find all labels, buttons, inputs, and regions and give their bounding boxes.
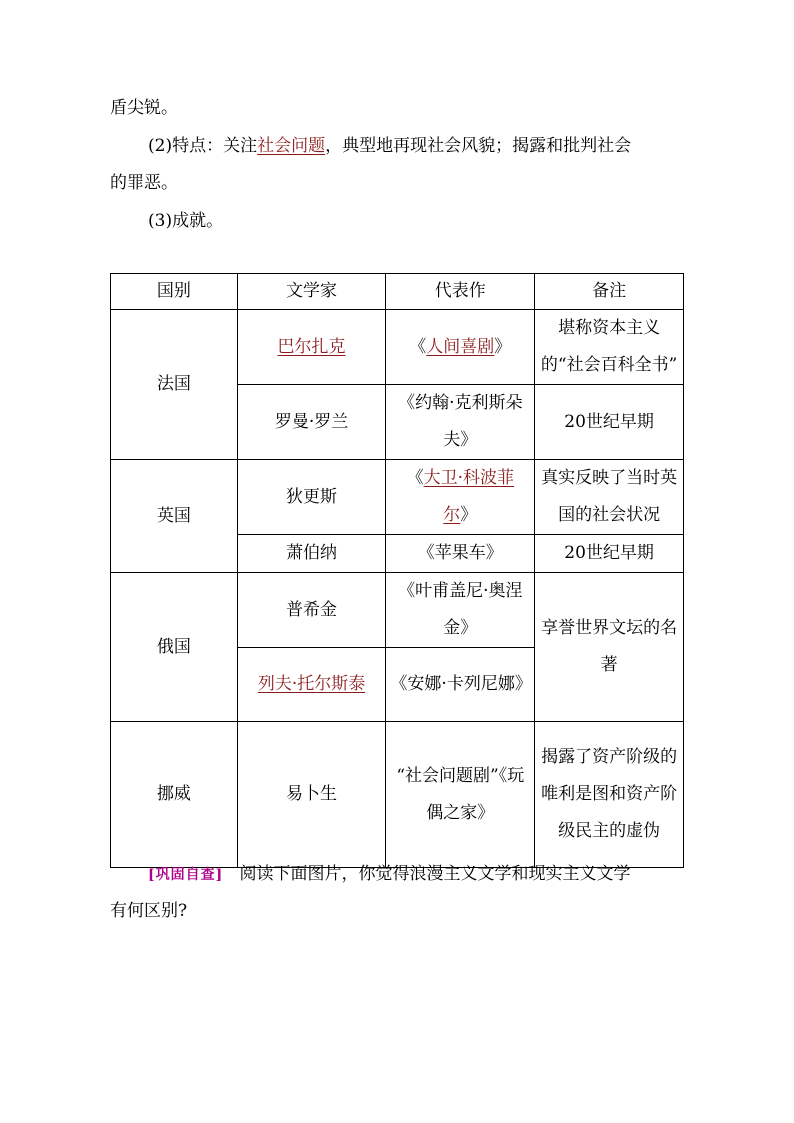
work-david-copperfield: 大卫·科波菲尔 [423, 468, 514, 525]
work-cell [386, 310, 535, 385]
work-human-comedy: 人间喜剧 [426, 336, 495, 357]
note-cell: 堪称资本主义的“社会百科全书” [535, 310, 684, 385]
header-work: 代表作 [386, 274, 535, 310]
table-header-row [111, 274, 684, 310]
note-cell: 20世纪早期 [535, 385, 684, 460]
writer-cell [237, 310, 386, 385]
table-row [111, 722, 684, 868]
table-row [111, 573, 684, 648]
review-question: 阅读下面图片，你觉得浪漫主义文学和现实主义文学 [239, 864, 631, 884]
header-note: 备注 [535, 274, 684, 310]
work-cell: “社会问题剧”《玩偶之家》 [386, 722, 535, 868]
table-row [111, 310, 684, 385]
writer-cell [237, 648, 386, 722]
work-cell: 《约翰·克利斯朵夫》 [386, 385, 535, 460]
paragraph-features [148, 135, 631, 157]
writer-cell: 狄更斯 [237, 460, 386, 535]
literature-table [110, 273, 684, 868]
header-country: 国别 [111, 274, 238, 310]
note-cell: 真实反映了当时英国的社会状况 [535, 460, 684, 535]
writer-cell: 萧伯纳 [237, 535, 386, 573]
bracket-close: 》 [460, 505, 478, 525]
bracket-close: 》 [494, 336, 512, 357]
review-paragraph [148, 863, 630, 886]
text-line-1: 盾尖锐。 [110, 98, 178, 118]
work-cell: 《苹果车》 [386, 535, 535, 573]
country-cell: 俄国 [111, 573, 238, 722]
writer-cell: 罗曼·罗兰 [237, 385, 386, 460]
bracket-open: 《 [409, 336, 427, 357]
header-writer: 文学家 [237, 274, 386, 310]
writer-cell: 易卜生 [237, 722, 386, 868]
table-row [111, 460, 684, 535]
country-cell: 挪威 [111, 722, 238, 868]
work-cell: 《安娜·卡列尼娜》 [386, 648, 535, 722]
writer-tolstoy: 列夫·托尔斯泰 [257, 674, 366, 694]
bracket-open: 《 [406, 468, 424, 488]
features-suffix: ，典型地再现社会风貌；揭露和批判社会 [325, 136, 632, 156]
link-social-issues: 社会问题 [257, 136, 326, 156]
note-cell: 20世纪早期 [535, 535, 684, 573]
paragraph-features-cont: 的罪恶。 [110, 173, 178, 193]
work-cell: 《叶甫盖尼·奥涅金》 [386, 573, 535, 648]
country-cell: 英国 [111, 460, 238, 573]
country-cell: 法国 [111, 310, 238, 460]
work-cell [386, 460, 535, 535]
note-cell: 揭露了资产阶级的唯利是图和资产阶级民主的虚伪 [535, 722, 684, 868]
writer-cell: 普希金 [237, 573, 386, 648]
writer-balzac: 巴尔扎克 [277, 336, 346, 357]
review-question-cont: 有何区别? [110, 901, 188, 921]
review-tag: [巩固自查] [148, 867, 224, 883]
features-prefix: (2)特点：关注 [148, 136, 258, 156]
paragraph-achievements: (3)成就。 [148, 211, 224, 231]
note-cell: 享誉世界文坛的名著 [535, 573, 684, 722]
